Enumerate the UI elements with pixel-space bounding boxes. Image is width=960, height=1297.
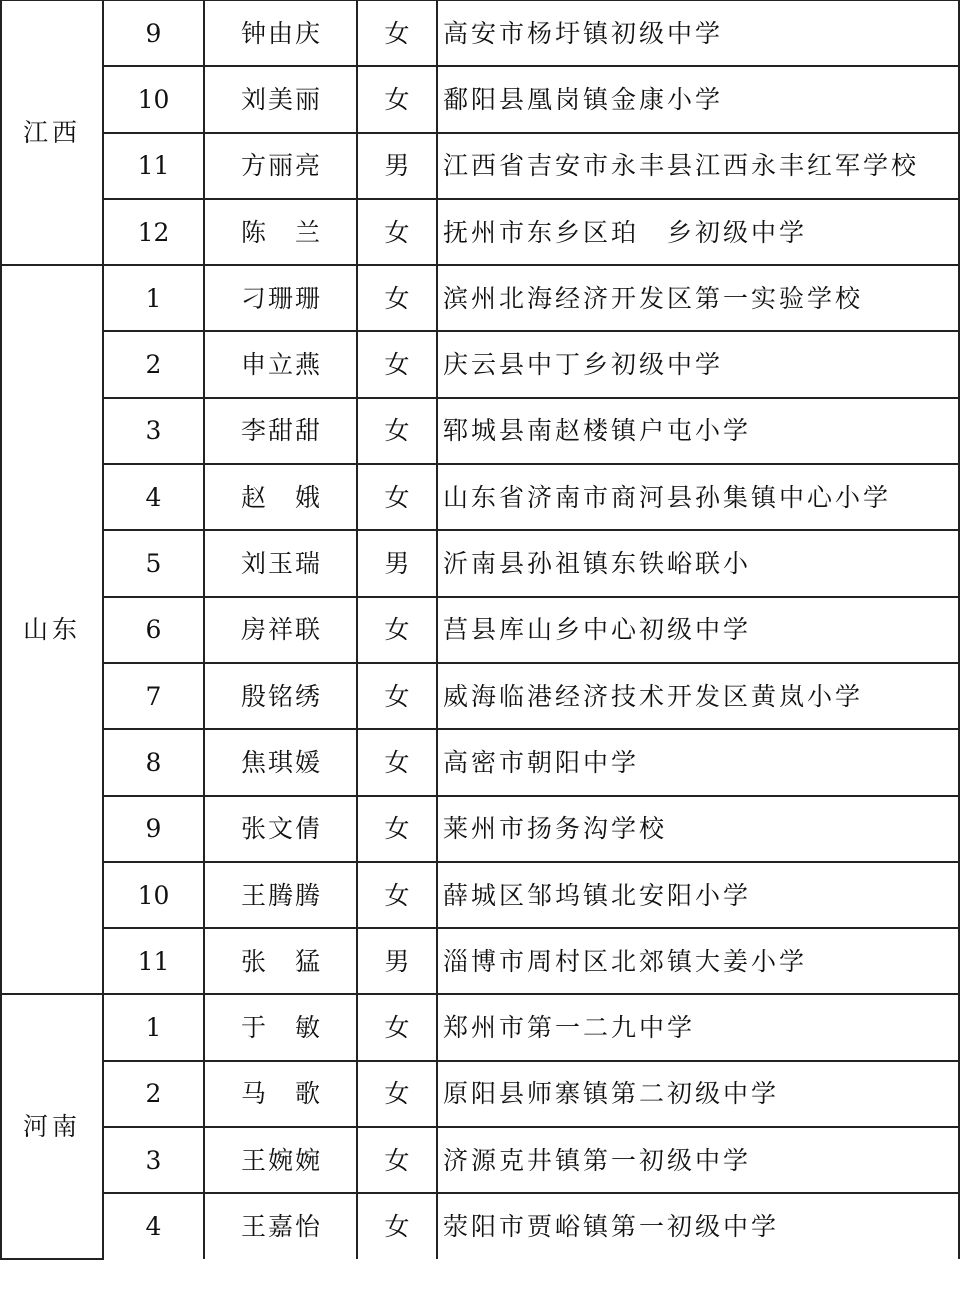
table-row — [1, 796, 959, 862]
name-cell: 刘玉瑞 — [204, 530, 357, 596]
number-cell: 12 — [103, 199, 204, 265]
school-cell: 抚州市东乡区珀 乡初级中学 — [437, 199, 959, 265]
table-row — [1, 862, 959, 928]
gender-cell: 女 — [357, 1193, 437, 1258]
number-cell: 9 — [103, 0, 204, 66]
number-cell: 10 — [103, 66, 204, 132]
number-cell: 2 — [103, 1061, 204, 1127]
name-cell: 王腾腾 — [204, 862, 357, 928]
province-cell: 山东 — [1, 265, 103, 994]
name-cell: 钟由庆 — [204, 0, 357, 66]
school-cell: 济源克井镇第一初级中学 — [437, 1127, 959, 1193]
table-row — [1, 133, 959, 199]
table-row — [1, 663, 959, 729]
school-cell: 莒县库山乡中心初级中学 — [437, 597, 959, 663]
table-row — [1, 1127, 959, 1193]
gender-cell: 男 — [357, 530, 437, 596]
school-cell: 郓城县南赵楼镇户屯小学 — [437, 398, 959, 464]
gender-cell: 女 — [357, 663, 437, 729]
gender-cell: 女 — [357, 1127, 437, 1193]
name-cell: 赵 娥 — [204, 464, 357, 530]
gender-cell: 女 — [357, 265, 437, 331]
school-cell: 山东省济南市商河县孙集镇中心小学 — [437, 464, 959, 530]
school-cell: 淄博市周村区北郊镇大姜小学 — [437, 928, 959, 994]
gender-cell: 女 — [357, 199, 437, 265]
number-cell: 11 — [103, 928, 204, 994]
table-row — [1, 0, 959, 66]
number-cell: 2 — [103, 331, 204, 397]
number-cell: 6 — [103, 597, 204, 663]
name-cell: 刁珊珊 — [204, 265, 357, 331]
school-cell: 威海临港经济技术开发区黄岚小学 — [437, 663, 959, 729]
gender-cell: 女 — [357, 796, 437, 862]
table-row — [1, 530, 959, 596]
name-cell: 方丽亮 — [204, 133, 357, 199]
name-cell: 张文倩 — [204, 796, 357, 862]
number-cell: 3 — [103, 398, 204, 464]
name-cell: 张 猛 — [204, 928, 357, 994]
number-cell: 4 — [103, 464, 204, 530]
province-cell: 河南 — [1, 994, 103, 1258]
number-cell: 7 — [103, 663, 204, 729]
gender-cell: 女 — [357, 862, 437, 928]
gender-cell: 男 — [357, 133, 437, 199]
school-cell: 郑州市第一二九中学 — [437, 994, 959, 1060]
gender-cell: 女 — [357, 729, 437, 795]
gender-cell: 女 — [357, 66, 437, 132]
number-cell: 10 — [103, 862, 204, 928]
name-cell: 房祥联 — [204, 597, 357, 663]
table-row — [1, 66, 959, 132]
gender-cell: 女 — [357, 464, 437, 530]
table-row — [1, 994, 959, 1060]
table-row — [1, 265, 959, 331]
table-row — [1, 928, 959, 994]
number-cell: 8 — [103, 729, 204, 795]
table-row — [1, 1193, 959, 1258]
roster-body — [1, 0, 959, 1259]
name-cell: 申立燕 — [204, 331, 357, 397]
gender-cell: 女 — [357, 597, 437, 663]
school-cell: 沂南县孙祖镇东铁峪联小 — [437, 530, 959, 596]
school-cell: 高安市杨圩镇初级中学 — [437, 0, 959, 66]
number-cell: 3 — [103, 1127, 204, 1193]
name-cell: 焦琪媛 — [204, 729, 357, 795]
name-cell: 殷铭绣 — [204, 663, 357, 729]
table-row — [1, 199, 959, 265]
school-cell: 滨州北海经济开发区第一实验学校 — [437, 265, 959, 331]
table-row — [1, 398, 959, 464]
gender-cell: 女 — [357, 0, 437, 66]
name-cell: 于 敏 — [204, 994, 357, 1060]
number-cell: 1 — [103, 994, 204, 1060]
table-row — [1, 464, 959, 530]
number-cell: 9 — [103, 796, 204, 862]
gender-cell: 女 — [357, 994, 437, 1060]
school-cell: 江西省吉安市永丰县江西永丰红军学校 — [437, 133, 959, 199]
school-cell: 莱州市扬务沟学校 — [437, 796, 959, 862]
gender-cell: 女 — [357, 398, 437, 464]
name-cell: 马 歌 — [204, 1061, 357, 1127]
school-cell: 荥阳市贾峪镇第一初级中学 — [437, 1193, 959, 1258]
name-cell: 李甜甜 — [204, 398, 357, 464]
gender-cell: 男 — [357, 928, 437, 994]
school-cell: 高密市朝阳中学 — [437, 729, 959, 795]
school-cell: 原阳县师寨镇第二初级中学 — [437, 1061, 959, 1127]
school-cell: 庆云县中丁乡初级中学 — [437, 331, 959, 397]
number-cell: 11 — [103, 133, 204, 199]
name-cell: 王婉婉 — [204, 1127, 357, 1193]
gender-cell: 女 — [357, 1061, 437, 1127]
number-cell: 5 — [103, 530, 204, 596]
number-cell: 4 — [103, 1193, 204, 1258]
name-cell: 王嘉怡 — [204, 1193, 357, 1258]
gender-cell: 女 — [357, 331, 437, 397]
table-row — [1, 597, 959, 663]
table-row — [1, 1061, 959, 1127]
table-row — [1, 331, 959, 397]
number-cell: 1 — [103, 265, 204, 331]
name-cell: 刘美丽 — [204, 66, 357, 132]
school-cell: 薛城区邹坞镇北安阳小学 — [437, 862, 959, 928]
table-row — [1, 729, 959, 795]
province-cell: 江西 — [1, 0, 103, 265]
school-cell: 鄱阳县凰岗镇金康小学 — [437, 66, 959, 132]
name-cell: 陈 兰 — [204, 199, 357, 265]
